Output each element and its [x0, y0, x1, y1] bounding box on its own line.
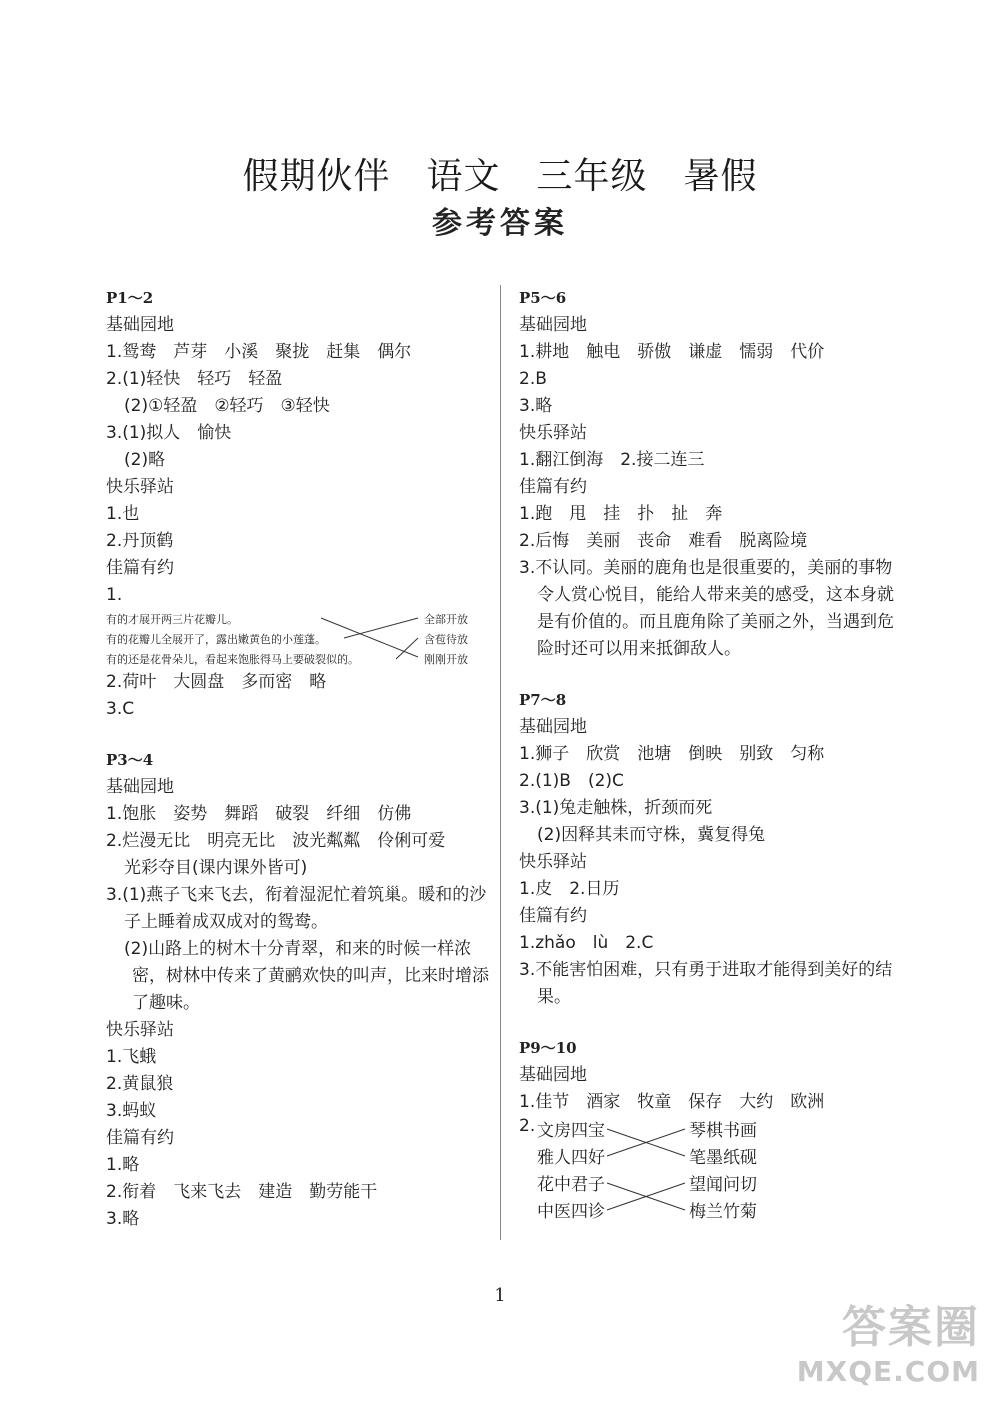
page-range: P5～6	[519, 289, 567, 307]
watermark-logo-text: 答案圈	[842, 1302, 980, 1353]
match-right-item: 琴棋书画	[689, 1121, 757, 1141]
answer-line: 1.皮 2.日历	[519, 879, 620, 899]
title-part: 语文	[426, 156, 501, 197]
page-range: P1～2	[106, 289, 154, 307]
match-left-item: 有的花瓣儿全展开了，露出嫩黄色的小莲蓬。	[106, 633, 326, 646]
question-number: 2.	[519, 1116, 536, 1136]
section-heading: 基础园地	[519, 315, 587, 335]
answer-line: (2)略	[124, 450, 166, 470]
matching-exercise	[106, 609, 496, 669]
answer-line: 1.	[106, 585, 123, 605]
answer-line: 2.烂漫无比 明亮无比 波光粼粼 伶俐可爱	[106, 831, 446, 851]
section-heading: 佳篇有约	[106, 1128, 174, 1148]
match-right-item: 望闻问切	[689, 1175, 757, 1195]
answer-line: 3.(1)燕子飞来飞去，衔着湿泥忙着筑巢。暖和的沙子上睡着成双成对的鸳鸯。	[106, 885, 487, 932]
match-left-item: 有的还是花骨朵儿，看起来饱胀得马上要破裂似的。	[106, 653, 359, 666]
page-title	[0, 148, 1000, 199]
section-heading: 快乐驿站	[519, 852, 587, 872]
answer-line: 1.略	[106, 1155, 140, 1175]
answer-line: 2.丹顶鹤	[106, 531, 174, 551]
answer-line: 2.B	[519, 369, 547, 389]
answer-line: 光彩夺目(课内课外皆可)	[124, 858, 308, 878]
section-heading: 佳篇有约	[519, 906, 587, 926]
match-right-item: 全部开放	[424, 613, 468, 626]
answer-line: 3.不能害怕困难，只有勇于进取才能得到美好的结果。	[519, 960, 893, 1007]
match-left-item: 雅人四好	[537, 1148, 605, 1168]
answer-line: 2.荷叶 大圆盘 多而密 略	[106, 672, 327, 692]
match-left-item: 文房四宝	[537, 1121, 605, 1141]
page-subtitle: 参考答案	[432, 206, 568, 241]
answer-line: 2.衔着 飞来飞去 建造 勤劳能干	[106, 1182, 378, 1202]
section-heading: 佳篇有约	[106, 558, 174, 578]
section-heading: 基础园地	[519, 1065, 587, 1085]
answer-line: 1.飞蛾	[106, 1047, 157, 1067]
matching-exercise	[519, 1116, 899, 1224]
title-part: 假期伙伴	[242, 156, 391, 197]
answer-line: 2.(1)轻快 轻巧 轻盈	[106, 369, 283, 389]
answer-line: 1.耕地 触电 骄傲 谦虚 懦弱 代价	[519, 342, 825, 362]
answer-line: (2)因释其耒而守株，冀复得兔	[537, 825, 766, 845]
answer-line: 1.狮子 欣赏 池塘 倒映 别致 匀称	[519, 744, 825, 764]
answer-line: 1.也	[106, 504, 140, 524]
answer-line: 3.略	[106, 1209, 140, 1229]
answer-line: 2.后悔 美丽 丧命 难看 脱离险境	[519, 531, 808, 551]
section-heading: 快乐驿站	[106, 1020, 174, 1040]
match-right-item: 笔墨纸砚	[689, 1148, 757, 1168]
match-right-item: 刚刚开放	[424, 653, 468, 666]
answer-line: 1.佳节 酒家 牧童 保存 大约 欧洲	[519, 1092, 825, 1112]
title-part: 三年级	[536, 156, 648, 197]
section-heading: 快乐驿站	[106, 477, 174, 497]
page-range: P3～4	[106, 751, 154, 769]
watermark	[797, 1291, 980, 1388]
page-range: P9～10	[519, 1039, 577, 1057]
answer-line: 2.(1)B (2)C	[519, 771, 624, 791]
match-left-item: 花中君子	[537, 1175, 605, 1195]
section-heading: 快乐驿站	[519, 423, 587, 443]
title-part: 暑假	[683, 156, 758, 197]
answer-line: 1.zhǎo lù 2.C	[519, 933, 654, 953]
answer-line: 3.蚂蚁	[106, 1101, 157, 1121]
answer-line: 3.不认同。美丽的鹿角也是很重要的，美丽的事物令人赏心悦目，能给人带来美的感受，这本身就是有价值的。而且鹿角除了美丽之外，当遇到危险时还可以用来抵御敌人。	[519, 558, 894, 659]
match-right-item: 含苞待放	[424, 633, 468, 646]
left-column	[106, 285, 496, 1233]
right-column	[519, 285, 899, 1224]
match-right-item: 梅兰竹菊	[689, 1202, 757, 1222]
answer-line: 1.饱胀 姿势 舞蹈 破裂 纤细 仿佛	[106, 804, 412, 824]
watermark-url: MXQE.COM	[796, 1355, 980, 1388]
section-heading: 基础园地	[519, 717, 587, 737]
page-number: 1	[494, 1285, 506, 1306]
answer-line: 3.(1)兔走触株，折颈而死	[519, 798, 713, 818]
page-range: P7～8	[519, 691, 567, 709]
answer-line: 3.略	[519, 396, 553, 416]
column-divider	[500, 285, 501, 1240]
answer-line: 3.C	[106, 699, 135, 719]
section-heading: 基础园地	[106, 315, 174, 335]
match-left-item: 有的才展开两三片花瓣儿。	[106, 613, 238, 626]
answer-line: (2)山路上的树木十分青翠，和来的时候一样浓密，树林中传来了黄鹂欢快的叫声，比来时增添了趣味。	[124, 939, 489, 1013]
answer-line: 1.翻江倒海 2.接二连三	[519, 450, 705, 470]
answer-line: 1.跑 甩 挂 扑 扯 奔	[519, 504, 723, 524]
answer-line: 2.黄鼠狼	[106, 1074, 174, 1094]
match-left-item: 中医四诊	[537, 1202, 605, 1222]
answer-line: 3.(1)拟人 愉快	[106, 423, 232, 443]
section-heading: 基础园地	[106, 777, 174, 797]
answer-line: 1.鸳鸯 芦芽 小溪 聚拢 赶集 偶尔	[106, 342, 412, 362]
section-heading: 佳篇有约	[519, 477, 587, 497]
answer-line: (2)①轻盈 ②轻巧 ③轻快	[124, 396, 330, 416]
